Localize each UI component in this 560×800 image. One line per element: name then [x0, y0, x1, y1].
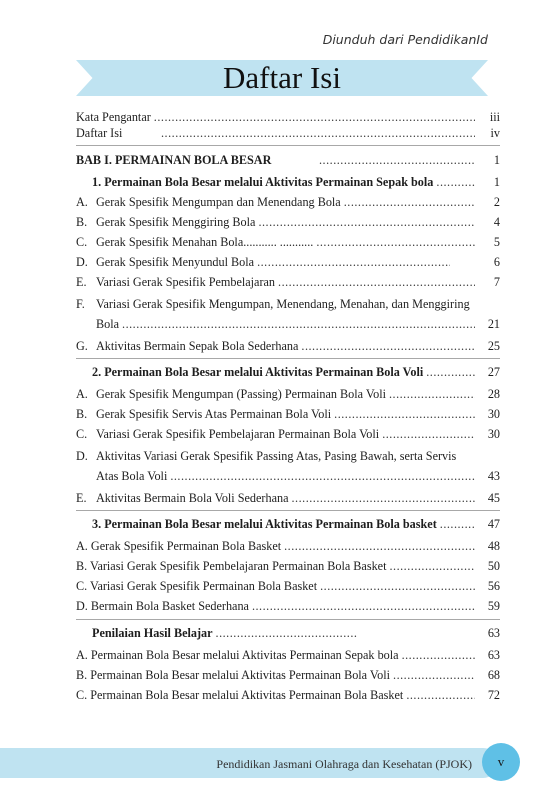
leader-dots [402, 646, 475, 664]
toc-entry-text: Variasi Gerak Spesifik Pembelajaran Permainan Bola Voli [96, 427, 380, 441]
toc-entry-text: D. Bermain Bola Basket Sederhana [76, 599, 249, 613]
toc-entry-marker: E. [76, 491, 87, 505]
toc-entry[interactable] [76, 193, 500, 211]
toc-entry-text: Variasi Gerak Spesifik Mengumpan, Menendang, Menahan, dan Menggiring [96, 297, 470, 311]
toc-entry-page: 1 [493, 153, 500, 167]
toc-entry-page: 56 [487, 579, 500, 593]
leader-dots [334, 405, 475, 423]
toc-section-heading[interactable] [76, 624, 500, 642]
leader-dots [258, 213, 475, 231]
leader-dots [122, 315, 475, 333]
toc-entry-text: Penilaian Hasil Belajar [92, 626, 213, 640]
toc-entry[interactable] [76, 557, 500, 575]
leader-dots [284, 537, 475, 555]
toc-entry-text: Gerak Spesifik Menahan Bola........... ........... [96, 235, 314, 249]
toc-entry[interactable] [76, 124, 500, 142]
toc-entry-text: C. Variasi Gerak Spesifik Permainan Bola Basket [76, 579, 318, 593]
toc-entry-page: 63 [487, 626, 500, 640]
download-source-note: Diunduh dari PendidikanId [322, 32, 488, 47]
toc-entry-page: 72 [487, 688, 500, 702]
toc-entry-marker: B. [76, 407, 88, 421]
toc-entry[interactable] [76, 447, 500, 465]
toc-entry[interactable] [76, 295, 500, 313]
leader-dots [216, 624, 358, 642]
page-title: Daftar Isi [223, 60, 341, 95]
toc-entry-page: 7 [493, 275, 500, 289]
toc-entry-page: 2 [493, 195, 500, 209]
toc-entry-page: 25 [487, 339, 500, 353]
leader-dots [252, 597, 475, 615]
toc-entry-page: 28 [487, 387, 500, 401]
leader-dots [257, 253, 450, 271]
section-divider [76, 358, 500, 359]
toc-entry-page: 45 [487, 491, 500, 505]
toc-entry[interactable] [76, 489, 500, 507]
toc-entry-text: Variasi Gerak Spesifik Pembelajaran [96, 275, 276, 289]
toc-entry-page: 30 [487, 407, 500, 421]
toc-entry-continuation[interactable] [76, 315, 500, 333]
toc-entry-text: 1. Permainan Bola Besar melalui Aktivitas Permainan Sepak bola [92, 175, 434, 189]
toc-entry-page: 4 [493, 215, 500, 229]
leader-dots [426, 363, 475, 381]
leader-dots [393, 666, 475, 684]
toc-entry-text: BAB I. PERMAINAN BOLA BESAR [76, 153, 272, 167]
toc-entry-text: B. Variasi Gerak Spesifik Pembelajaran Permainan Bola Basket [76, 559, 387, 573]
toc-entry-page: 68 [487, 668, 500, 682]
page-number-badge [482, 743, 520, 781]
section-divider [76, 619, 500, 620]
toc-entry[interactable] [76, 337, 500, 355]
leader-dots [344, 193, 475, 211]
toc-entry-text: A. Gerak Spesifik Permainan Bola Basket [76, 539, 282, 553]
leader-dots [382, 425, 475, 443]
leader-dots [406, 686, 475, 704]
toc-entry[interactable] [76, 537, 500, 555]
toc-entry-page: 50 [487, 559, 500, 573]
leader-dots [301, 337, 475, 355]
toc-entry[interactable] [76, 425, 500, 443]
toc-entry-text: Aktivitas Bermain Sepak Bola Sederhana [96, 339, 299, 353]
toc-entry[interactable] [76, 577, 500, 595]
toc-entry-text: Gerak Spesifik Mengumpan dan Menendang Bola [96, 195, 341, 209]
toc-entry-marker: A. [76, 387, 88, 401]
leader-dots [320, 577, 475, 595]
toc-entry-text: Bola [96, 317, 120, 331]
toc-entry-page: 27 [487, 365, 500, 379]
section-divider [76, 145, 500, 146]
toc-entry-marker: D. [76, 255, 88, 269]
toc-entry[interactable] [76, 233, 500, 251]
toc-entry[interactable] [76, 646, 500, 664]
toc-entry-page: 63 [487, 648, 500, 662]
toc-entry[interactable] [76, 686, 500, 704]
toc-entry-page: 6 [493, 255, 500, 269]
toc-entry-page: 48 [487, 539, 500, 553]
toc-entry-page: 21 [487, 317, 500, 331]
toc-entry-page: 1 [493, 175, 500, 189]
toc-entry-marker: E. [76, 275, 87, 289]
toc-entry-text: C. Permainan Bola Besar melalui Aktivitas Permainan Bola Basket [76, 688, 404, 702]
leader-dots [161, 124, 475, 142]
toc-entry-text: B. Permainan Bola Besar melalui Aktivitas Permainan Bola Voli [76, 668, 391, 682]
leader-dots [436, 173, 475, 191]
toc-entry-marker: B. [76, 215, 88, 229]
leader-dots [292, 489, 476, 507]
footer-book-title: Pendidikan Jasmani Olahraga dan Kesehatan (PJOK) [216, 757, 472, 771]
toc-entry[interactable] [76, 273, 500, 291]
leader-dots [319, 151, 475, 169]
section-divider [76, 510, 500, 511]
toc-entry-text: Kata Pengantar [76, 110, 151, 124]
toc-entry[interactable] [76, 385, 500, 403]
toc-entry-marker: A. [76, 195, 88, 209]
toc-entry[interactable] [76, 597, 500, 615]
leader-dots [170, 467, 475, 485]
leader-dots [278, 273, 475, 291]
toc-entry[interactable] [76, 213, 500, 231]
toc-entry-marker: F. [76, 297, 85, 311]
toc-entry-text: 2. Permainan Bola Besar melalui Aktivitas Permainan Bola Voli [92, 365, 424, 379]
toc-entry-page: 30 [487, 427, 500, 441]
toc-entry-marker: C. [76, 427, 88, 441]
toc-entry-marker: G. [76, 339, 88, 353]
toc-entry-page: 59 [487, 599, 500, 613]
toc-entry-text: Atas Bola Voli [96, 469, 168, 483]
toc-entry[interactable] [76, 666, 500, 684]
toc-entry-text: Gerak Spesifik Menyundul Bola [96, 255, 255, 269]
toc-section-heading[interactable] [76, 515, 500, 533]
toc-entry-text: Daftar Isi [76, 126, 123, 140]
toc-entry-text: 3. Permainan Bola Besar melalui Aktivitas Permainan Bola basket [92, 517, 437, 531]
toc-entry-text: Aktivitas Bermain Bola Voli Sederhana [96, 491, 289, 505]
leader-dots [389, 557, 475, 575]
toc-entry[interactable] [76, 405, 500, 423]
toc-entry[interactable] [76, 253, 500, 271]
toc-entry-page: iv [490, 126, 500, 140]
toc-entry-continuation[interactable] [76, 467, 500, 485]
toc-entry-marker: D. [76, 449, 88, 463]
toc-entry-marker: C. [76, 235, 88, 249]
page-number: v [497, 754, 505, 769]
toc-entry-text: Aktivitas Variasi Gerak Spesifik Passing Atas, Pasing Bawah, serta Servis [96, 449, 457, 463]
leader-dots [389, 385, 475, 403]
toc-chapter-heading[interactable] [76, 151, 500, 169]
toc-section-heading[interactable] [76, 173, 500, 191]
toc-entry-text: Gerak Spesifik Menggiring Bola [96, 215, 256, 229]
toc-entry-page: 5 [493, 235, 500, 249]
toc-entry-text: Gerak Spesifik Mengumpan (Passing) Permainan Bola Voli [96, 387, 386, 401]
leader-dots [440, 515, 475, 533]
toc-section-heading[interactable] [76, 363, 500, 381]
toc-entry-page: 43 [487, 469, 500, 483]
toc-entry-page: 47 [487, 517, 500, 531]
leader-dots [316, 233, 475, 251]
toc-entry-text: Gerak Spesifik Servis Atas Permainan Bola Voli [96, 407, 332, 421]
toc-entry-page: iii [489, 110, 500, 124]
toc-entry-text: A. Permainan Bola Besar melalui Aktivitas Permainan Sepak bola [76, 648, 399, 662]
